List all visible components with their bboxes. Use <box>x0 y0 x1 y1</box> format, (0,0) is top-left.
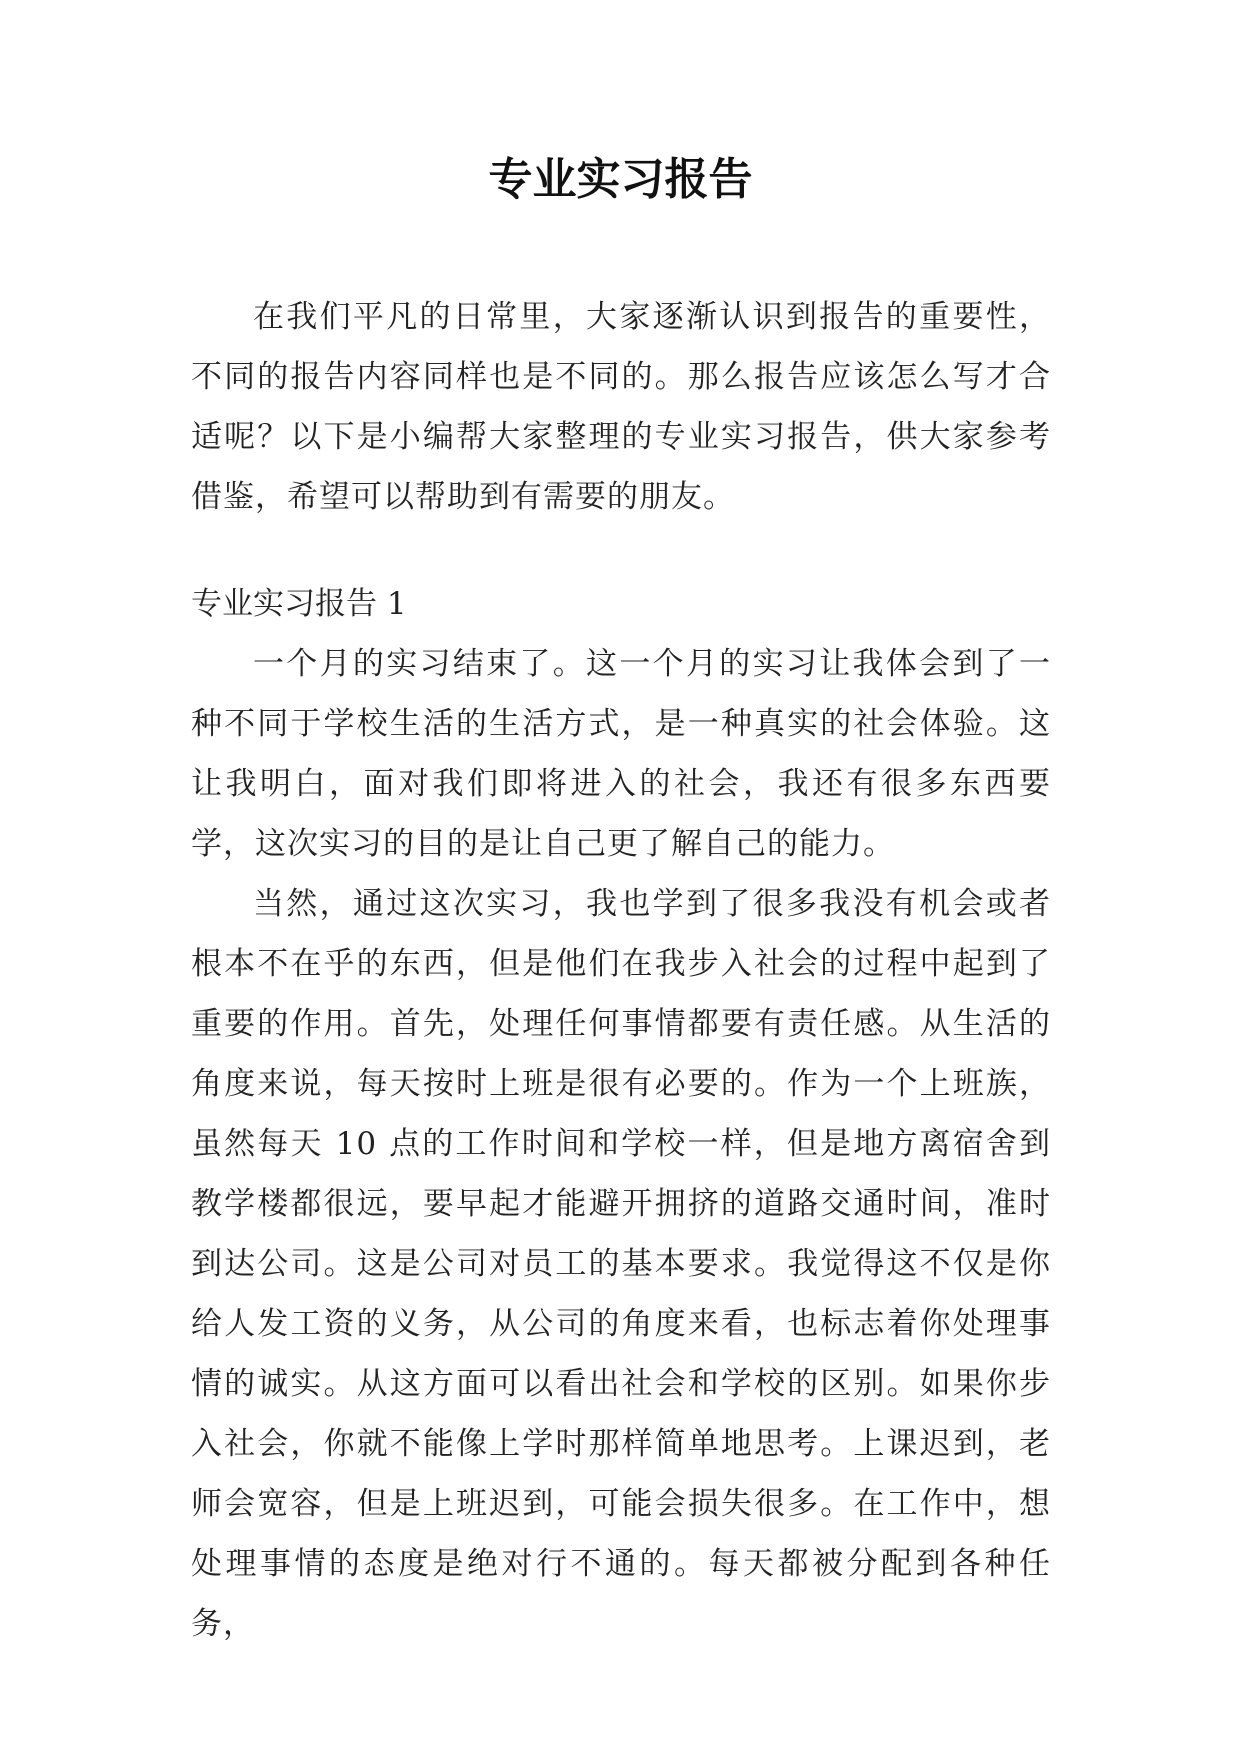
section-heading: 专业实习报告 1 <box>191 586 407 622</box>
section-paragraph-2: 当然，通过这次实习，我也学到了很多我没有机会或者根本不在乎的东西，但是他们在我步入社会的过程中起到了重要的作用。首先，处理任何事情都要有责任感。从生活的角度来说，每天按时上班是很有必要的。作为一个上班族，虽然每天 10 点的工作时间和学校一样，但是地方离宿舍到教学楼都很远，要早起才能避开拥挤的道路交通时间，准时到达公司。这是公司对员工的基本要求。我觉得这不仅是你给人发工资的义务，从公司的角度来看，也标志着你处理事情的诚实。从这方面可以看出社会和学校的区别。如果你步入社会，你就不能像上学时那样简单地思考。上课迟到，老师会宽容，但是上班迟到，可能会损失很多。在工作中，想处理事情的态度是绝对行不通的。每天都被分配到各种任务， <box>191 886 1051 1642</box>
report-section-1 <box>191 574 1051 1654</box>
intro-paragraph: 在我们平凡的日常里，大家逐渐认识到报告的重要性，不同的报告内容同样也是不同的。那么报告应该怎么写才合适呢？以下是小编帮大家整理的专业实习报告，供大家参考借鉴，希望可以帮助到有需要的朋友。 <box>191 299 1051 515</box>
section-paragraph-1: 一个月的实习结束了。这一个月的实习让我体会到了一种不同于学校生活的生活方式，是一种真实的社会体验。这让我明白，面对我们即将进入的社会，我还有很多东西要学，这次实习的目的是让自己更了解自己的能力。 <box>191 646 1051 862</box>
document-title: 专业实习报告 <box>488 154 753 205</box>
